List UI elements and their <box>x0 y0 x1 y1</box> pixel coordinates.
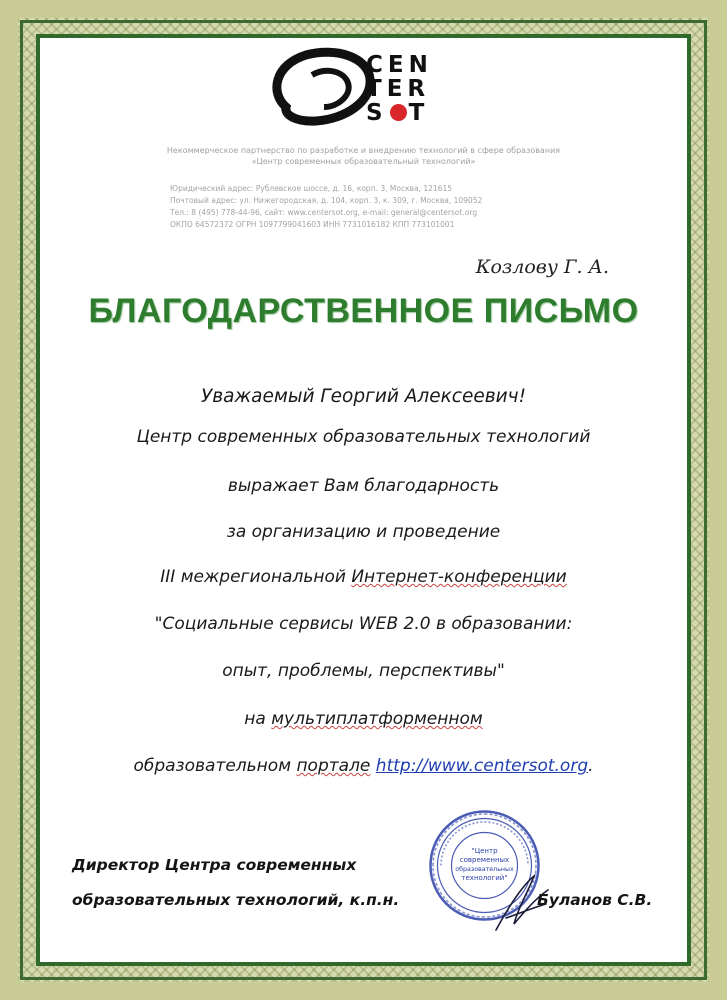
logo-dot-icon <box>390 104 407 121</box>
logo-line-3a: S <box>366 100 388 126</box>
body-line-7 <box>0 709 727 729</box>
registration-codes: ОКПО 64572372 ОГРН 1097799041603 ИНН 7731016182 КПП 773101001 <box>170 220 455 229</box>
signer-position-line2: образовательных технологий, к.п.н. <box>72 891 400 909</box>
body-line-4 <box>0 567 727 587</box>
logo-wordmark <box>366 53 433 125</box>
body-line-8b: портале <box>296 756 371 776</box>
greeting: Уважаемый Георгий Алексеевич! <box>200 386 526 407</box>
logo-line-1: CEN <box>366 52 433 78</box>
body-line-7b: мультиплатформенном <box>271 709 483 729</box>
logo-line-2: TER <box>366 76 431 102</box>
postal-address: Почтовый адрес: ул. Нижегородская, д. 104, корп. 3, к. 309, г. Москва, 109052 <box>170 196 483 205</box>
contacts: Тел.: 8 (495) 778-44-96, сайт: www.centersot.org, e-mail: general@centersot.org <box>170 208 478 217</box>
body-line-6: опыт, проблемы, перспективы" <box>222 661 505 681</box>
seal-text-4: технологий" <box>461 874 508 882</box>
body-line-1: Центр современных образовательных технологий <box>136 427 591 447</box>
body-line-3: за организацию и проведение <box>226 522 501 542</box>
body-line-8a: образовательном <box>133 756 297 776</box>
recipient-name: Козлову Г. А. <box>475 256 609 278</box>
legal-address: Юридический адрес: Рублевское шоссе, д. 16, корп. 3, Москва, 121615 <box>170 184 453 193</box>
body-line-4b: Интернет-конференции <box>351 567 567 587</box>
body-line-2: выражает Вам благодарность <box>227 476 500 496</box>
body-line-7a: на <box>244 709 272 729</box>
org-name-line1: Некоммерческое партнерство по разработке и внедрению технологий в сфере образования <box>166 146 561 155</box>
signer-position-line1: Директор Центра современных <box>72 856 357 874</box>
body-line-4a: III межрегиональной <box>160 567 352 587</box>
body-line-8 <box>0 756 727 776</box>
seal-text-3: образовательных <box>455 866 514 873</box>
portal-link[interactable]: http://www.centersot.org <box>375 756 589 776</box>
org-name-line2: «Центр современных образовательный технологий» <box>251 157 476 166</box>
body-line-8-end: . <box>588 756 594 776</box>
logo-ring-icon <box>266 45 378 129</box>
signer-name: Буланов С.В. <box>537 891 653 909</box>
centersot-logo <box>266 45 466 135</box>
document-title: БЛАГОДАРСТВЕННОЕ ПИСЬМО <box>88 292 639 330</box>
logo-line-3 <box>366 101 433 125</box>
seal-text-2: современных <box>459 856 510 864</box>
seal-text-1: "Центр <box>471 847 498 855</box>
logo-line-3b: T <box>408 100 430 126</box>
body-line-5: "Социальные сервисы WEB 2.0 в образовании: <box>154 614 573 634</box>
document-sheet <box>36 34 691 966</box>
